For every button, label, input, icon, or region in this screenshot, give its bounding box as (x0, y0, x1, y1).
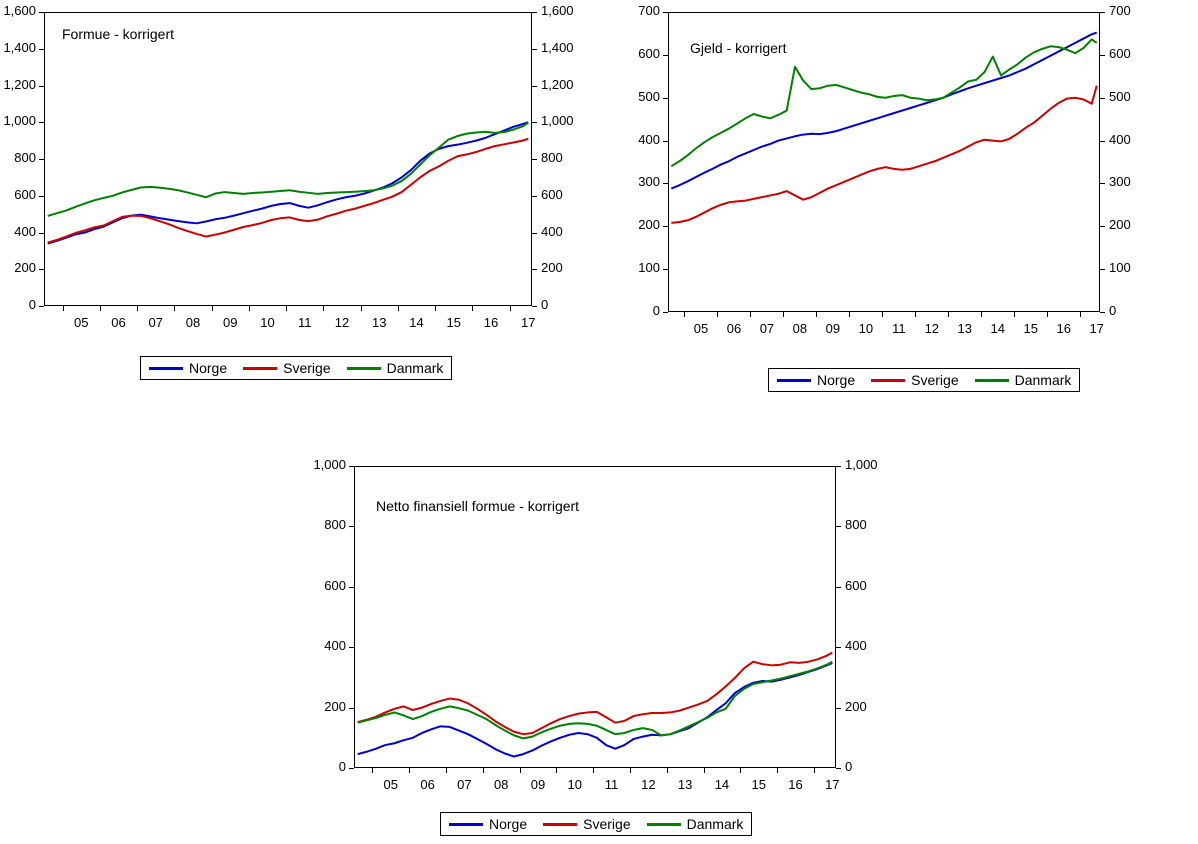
line-series-sverige (671, 86, 1096, 223)
y-axis-tick-label-left: 0 (338, 759, 346, 774)
legend-swatch-danmark (647, 823, 681, 826)
chart-title: Gjeld - korrigert (690, 40, 787, 56)
y-axis-tick-label-right: 600 (845, 577, 867, 593)
y-axis-tick-label-right: 500 (1109, 88, 1131, 104)
x-axis-tick-label: 13 (372, 315, 387, 330)
line-series-danmark (358, 662, 833, 739)
line-series-norge (671, 33, 1096, 189)
y-axis-tick-label-left: 400 (638, 131, 660, 147)
x-axis-tick-label: 13 (957, 321, 973, 336)
y-axis-tick-label-right: 400 (1109, 131, 1131, 147)
legend-swatch-sverige (543, 823, 577, 826)
plot-area-netto (290, 450, 910, 800)
legend-swatch-danmark (347, 367, 381, 370)
chart-panel-formue (0, 0, 580, 390)
series-lines (620, 0, 1198, 350)
y-axis-tick-label-left: 100 (638, 260, 660, 276)
x-axis-tick-label: 08 (493, 777, 509, 792)
y-axis-tick-label-left: 1,000 (3, 113, 36, 129)
legend-swatch-norge (777, 379, 811, 382)
x-axis-tick-label: 12 (924, 321, 940, 336)
y-axis-tick-label-right: 1,000 (541, 113, 574, 129)
y-axis-tick-label-right: 600 (1109, 45, 1131, 61)
y-axis-tick-label-left: 300 (638, 174, 660, 190)
x-axis-tick-label: 05 (383, 777, 399, 792)
y-axis-tick-label-right: 600 (541, 186, 563, 202)
x-axis-tick-label: 17 (1089, 321, 1104, 336)
x-axis-tick-label: 17 (521, 315, 536, 330)
y-axis-tick-label-right: 700 (1109, 3, 1131, 18)
x-axis-tick-label: 16 (1056, 321, 1071, 336)
x-axis-tick-label: 11 (604, 777, 619, 792)
legend-swatch-danmark (975, 379, 1009, 382)
chart-panel-gjeld (620, 0, 1198, 400)
legend-item-sverige (543, 816, 630, 832)
y-axis-tick-label-right: 1,200 (541, 76, 574, 92)
legend-swatch-sverige (243, 367, 277, 370)
x-axis-tick-label: 17 (825, 777, 840, 792)
x-axis-tick-label: 08 (185, 315, 201, 330)
line-series-danmark (671, 39, 1096, 166)
legend-label-norge: Norge (817, 372, 856, 388)
y-axis-tick-label-left: 400 (324, 638, 346, 654)
legend-item-danmark (647, 816, 744, 832)
x-axis-tick-label: 13 (677, 777, 693, 792)
x-axis-tick-label: 05 (74, 315, 89, 330)
y-axis-tick-label-right: 400 (845, 638, 867, 654)
legend-label-norge: Norge (489, 816, 528, 832)
x-axis-tick-label: 12 (641, 777, 656, 792)
series-lines (0, 0, 580, 340)
legend-swatch-norge (449, 823, 483, 826)
legend-item-sverige (243, 360, 330, 376)
line-series-norge (358, 663, 833, 757)
y-axis-tick-label-left: 0 (652, 303, 660, 318)
y-axis-tick-label-right: 300 (1109, 174, 1131, 190)
x-axis-tick-label: 11 (298, 315, 312, 330)
legend-item-sverige (871, 372, 958, 388)
x-axis-tick-label: 15 (1023, 321, 1038, 336)
y-axis-tick-label-left: 600 (638, 45, 660, 61)
y-axis-tick-label-left: 700 (638, 3, 660, 18)
y-axis-tick-label-right: 1,000 (845, 457, 878, 472)
y-axis-tick-label-left: 800 (324, 517, 346, 533)
chart-legend (440, 812, 752, 836)
x-axis-tick-label: 09 (223, 315, 238, 330)
x-axis-tick-label: 15 (751, 777, 766, 792)
y-axis-tick-label-right: 400 (541, 223, 563, 239)
y-axis-tick-label-left: 500 (638, 88, 660, 104)
x-axis-tick-label: 11 (892, 321, 906, 336)
plot-area-formue (0, 0, 580, 340)
y-axis-tick-label-left: 200 (324, 698, 346, 714)
legend-label-sverige: Sverige (583, 816, 631, 832)
x-axis-tick-label: 07 (148, 315, 163, 330)
y-axis-tick-label-left: 1,000 (313, 457, 346, 472)
series-lines (290, 450, 910, 800)
y-axis-tick-label-left: 600 (324, 577, 346, 593)
x-axis-tick-label: 08 (792, 321, 808, 336)
y-axis-tick-label-left: 1,600 (3, 3, 36, 18)
y-axis-tick-label-left: 600 (14, 186, 36, 202)
x-axis-tick-label: 15 (446, 315, 461, 330)
y-axis-tick-label-left: 800 (14, 150, 36, 165)
line-series-norge (48, 122, 529, 243)
line-series-sverige (358, 653, 833, 735)
y-axis-tick-label-left: 0 (28, 297, 36, 312)
legend-item-norge (149, 360, 227, 376)
y-axis-tick-label-right: 1,400 (541, 39, 574, 55)
x-axis-tick-label: 14 (409, 315, 424, 330)
y-axis-tick-label-right: 800 (541, 150, 563, 165)
legend-label-danmark: Danmark (686, 816, 744, 832)
x-axis-tick-label: 09 (530, 777, 546, 792)
legend-label-norge: Norge (189, 360, 228, 376)
y-axis-tick-label-right: 0 (541, 297, 549, 312)
y-axis-tick-label-right: 200 (541, 260, 563, 276)
legend-swatch-norge (149, 367, 183, 370)
legend-label-danmark: Danmark (386, 360, 444, 376)
legend-item-norge (777, 372, 855, 388)
y-axis-tick-label-right: 100 (1109, 260, 1131, 276)
plot-area-gjeld (620, 0, 1198, 350)
legend-item-danmark (347, 360, 444, 376)
y-axis-tick-label-left: 1,200 (3, 76, 36, 92)
line-series-danmark (48, 123, 529, 216)
y-axis-tick-label-left: 200 (638, 217, 660, 233)
y-axis-tick-label-right: 200 (1109, 217, 1131, 233)
x-axis-tick-label: 06 (726, 321, 742, 336)
y-axis-tick-label-left: 400 (14, 223, 36, 239)
chart-panel-netto (290, 450, 910, 844)
y-axis-tick-label-right: 0 (1109, 303, 1117, 318)
x-axis-tick-label: 07 (759, 321, 775, 336)
x-axis-tick-label: 06 (111, 315, 126, 330)
y-axis-tick-label-left: 200 (14, 260, 36, 276)
legend-label-danmark: Danmark (1014, 372, 1072, 388)
x-axis-tick-label: 10 (567, 777, 582, 792)
legend-label-sverige: Sverige (911, 372, 959, 388)
x-axis-tick-label: 16 (483, 315, 499, 330)
x-axis-tick-label: 14 (714, 777, 730, 792)
y-axis-tick-label-right: 0 (845, 759, 853, 774)
x-axis-tick-label: 10 (858, 321, 874, 336)
legend-swatch-sverige (871, 379, 905, 382)
x-axis-tick-label: 06 (420, 777, 435, 792)
chart-legend (768, 368, 1080, 392)
chart-legend (140, 356, 452, 380)
x-axis-tick-label: 12 (334, 315, 350, 330)
x-axis-tick-label: 07 (457, 777, 472, 792)
y-axis-tick-label-right: 800 (845, 517, 867, 533)
legend-label-sverige: Sverige (283, 360, 331, 376)
x-axis-tick-label: 05 (693, 321, 709, 336)
y-axis-tick-label-right: 200 (845, 698, 867, 714)
legend-item-norge (449, 816, 527, 832)
chart-title: Formue - korrigert (62, 26, 175, 42)
y-axis-tick-label-right: 1,600 (541, 3, 574, 18)
chart-title: Netto finansiell formue - korrigert (376, 498, 580, 514)
y-axis-tick-label-left: 1,400 (3, 39, 36, 55)
x-axis-tick-label: 16 (788, 777, 803, 792)
x-axis-tick-label: 09 (825, 321, 841, 336)
x-axis-tick-label: 14 (990, 321, 1005, 336)
legend-item-danmark (975, 372, 1072, 388)
x-axis-tick-label: 10 (260, 315, 275, 330)
